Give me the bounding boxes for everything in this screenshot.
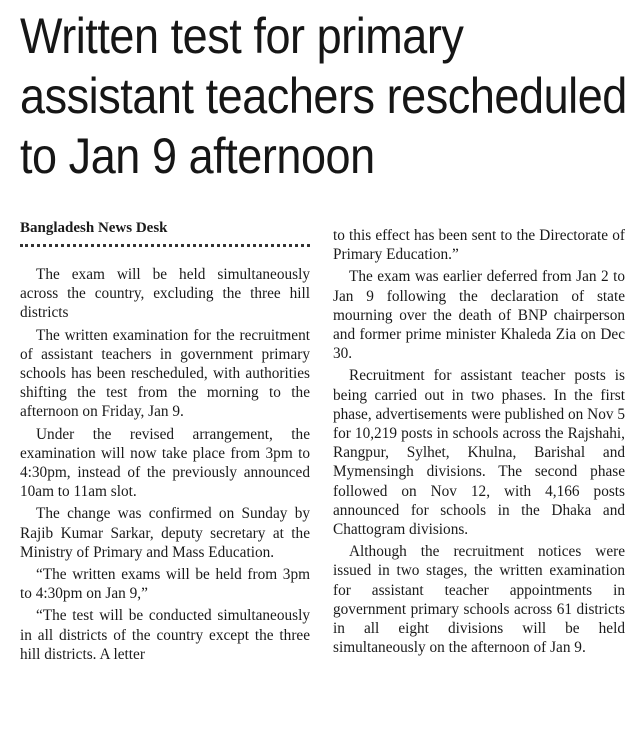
headline-line-2: assistant teachers rescheduled xyxy=(20,68,627,124)
paragraph: The change was confirmed on Sunday by Rajib Kumar Sarkar, deputy secretary at the Ministry of Primary and Mass Education. xyxy=(20,505,310,561)
paragraph: The written examination for the recruitment of assistant teachers in government primary schools has been rescheduled, with authorities shifting the test from the morning to the afternoon on Friday, Jan 9. xyxy=(20,326,310,421)
paragraph: The exam will be held simultaneously across the country, excluding the three hill districts xyxy=(20,266,310,322)
byline-divider xyxy=(20,244,310,247)
headline-line-1: Written test for primary xyxy=(20,8,464,64)
article-column-1 xyxy=(20,265,310,667)
headline-line-3: to Jan 9 afternoon xyxy=(20,128,375,184)
paragraph: The exam was earlier deferred from Jan 2 to Jan 9 following the declaration of state mourning over the death of BNP chairperson and former prime minister Khaleda Zia on Dec 30. xyxy=(333,268,625,363)
headline xyxy=(20,6,627,186)
paragraph: Under the revised arrangement, the examination will now take place from 3pm to 4:30pm, instead of the previously announced 10am to 11am slot. xyxy=(20,425,310,501)
paragraph: Recruitment for assistant teacher posts is being carried out in two phases. In the first phase, advertisements were published on Nov 5 for 10,219 posts in schools across the Rajshahi, Rangpur, Sylhet, Khulna, Barishal and Mymensingh divisions. The second phase followed on Nov 12, with 4,166 posts announced for schools in the Dhaka and Chattogram divisions. xyxy=(333,367,625,539)
paragraph: “The written exams will be held from 3pm to 4:30pm on Jan 9,” xyxy=(20,566,310,603)
paragraph-continued: to this effect has been sent to the Directorate of Primary Education.” xyxy=(333,227,625,264)
byline: Bangladesh News Desk xyxy=(20,220,168,236)
paragraph: “The test will be conducted simultaneously in all districts of the country except the three hill districts. A letter xyxy=(20,607,310,663)
article-column-2 xyxy=(333,226,625,660)
paragraph: Although the recruitment notices were issued in two stages, the written examination for assistant teacher appointments in government primary schools across 61 districts in all eight divisions will be held simultaneously on the afternoon of Jan 9. xyxy=(333,543,625,657)
